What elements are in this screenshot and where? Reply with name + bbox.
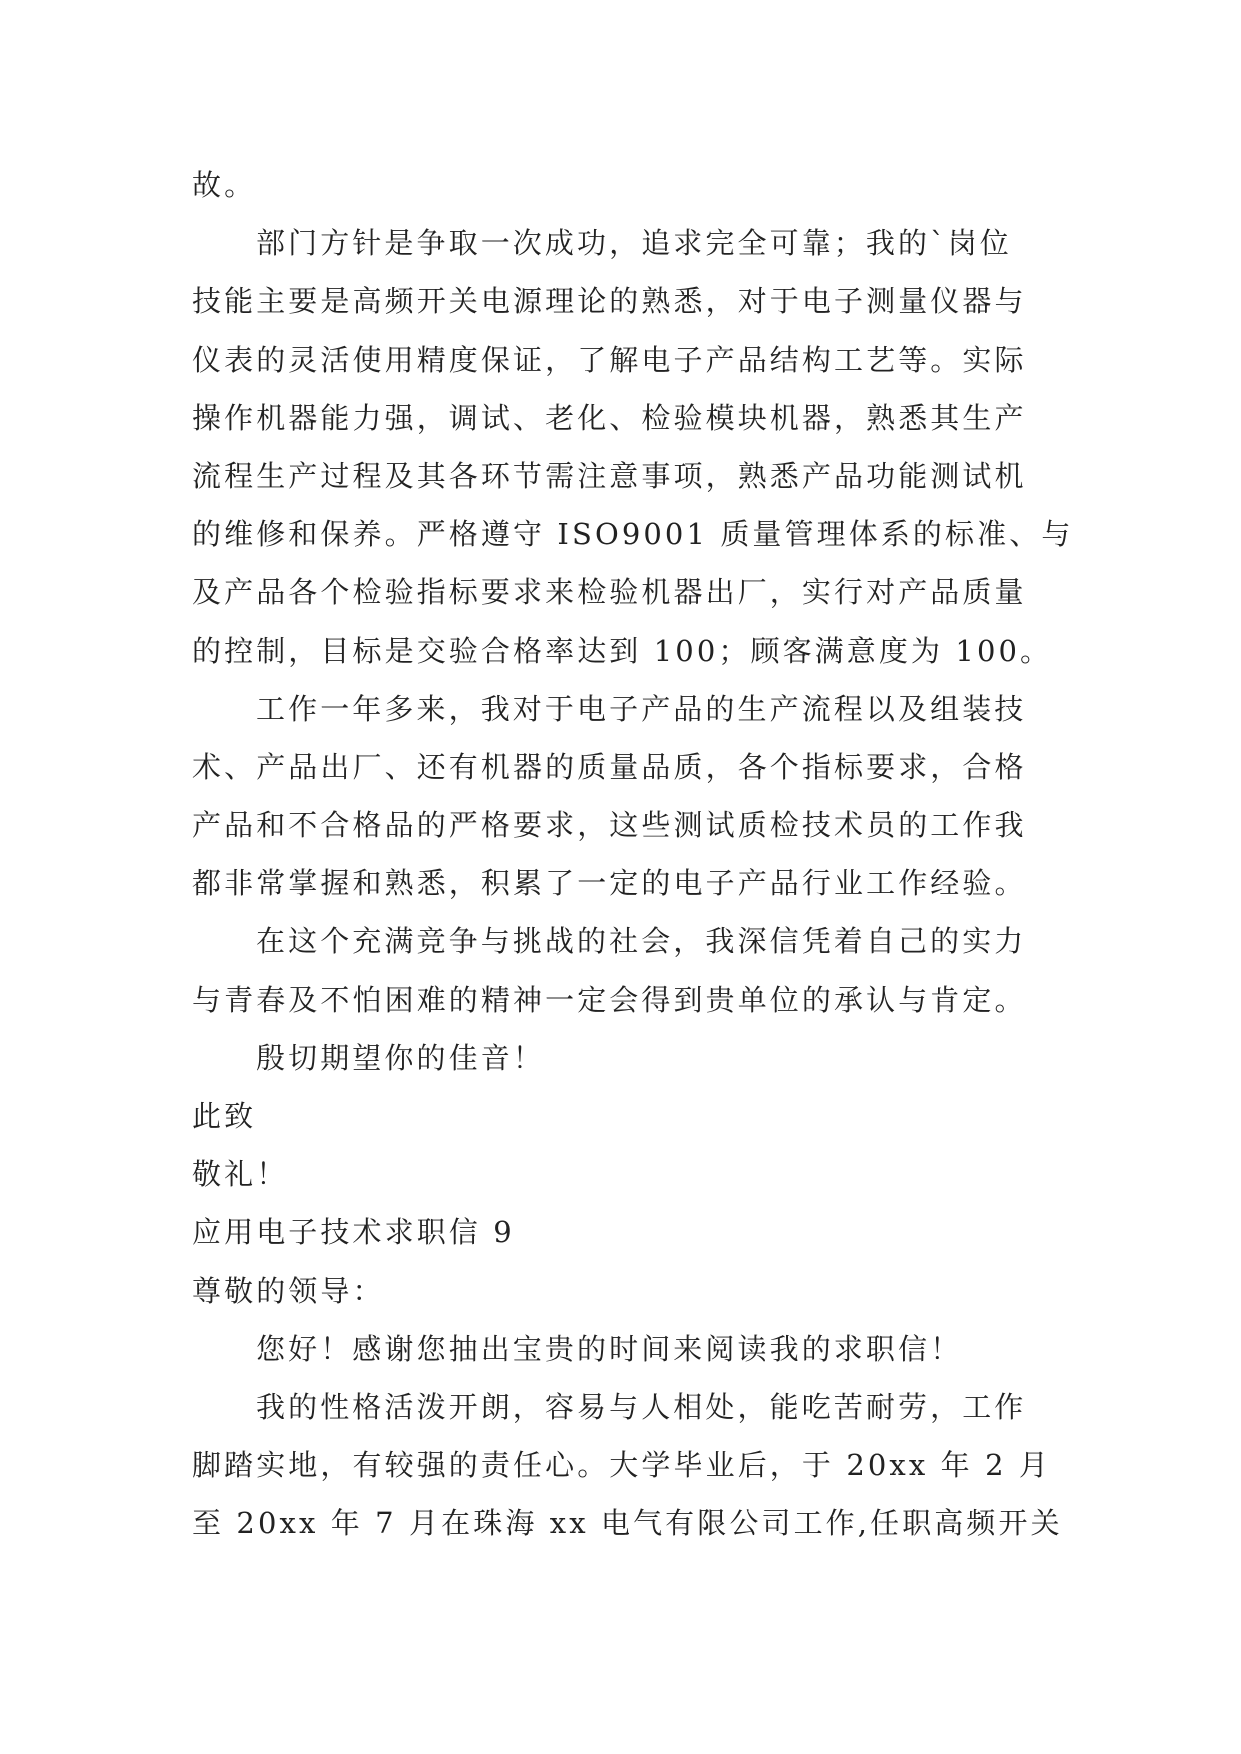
line-9: 的控制，目标是交验合格率达到 100；顾客满意度为 100。 bbox=[192, 633, 1053, 668]
letter-body bbox=[192, 156, 1074, 1553]
section-heading: 应用电子技术求职信 9 bbox=[192, 1215, 515, 1250]
line-1: 故。 bbox=[192, 168, 257, 202]
closing-jingli: 敬礼！ bbox=[192, 1157, 289, 1192]
line-10: 工作一年多来，我对于电子产品的生产流程以及组装技 bbox=[256, 691, 1027, 726]
line-15: 与青春及不怕困难的精神一定会得到贵单位的承认与肯定。 bbox=[192, 982, 1027, 1017]
line-21: 您好！感谢您抽出宝贵的时间来阅读我的求职信！ bbox=[256, 1331, 963, 1366]
line-16: 殷切期望你的佳音！ bbox=[256, 1040, 545, 1075]
line-2: 部门方针是争取一次成功，追求完全可靠；我的`岗位 bbox=[256, 226, 1012, 261]
closing-cizhi: 此致 bbox=[192, 1099, 257, 1133]
line-5: 操作机器能力强，调试、老化、检验模块机器，熟悉其生产 bbox=[192, 400, 1027, 435]
salutation: 尊敬的领导： bbox=[192, 1273, 385, 1308]
line-6: 流程生产过程及其各环节需注意事项，熟悉产品功能测试机 bbox=[192, 458, 1027, 493]
line-3: 技能主要是高频开关电源理论的熟悉，对于电子测量仪器与 bbox=[192, 284, 1027, 319]
line-22: 我的性格活泼开朗，容易与人相处，能吃苦耐劳，工作 bbox=[256, 1389, 1027, 1424]
line-4: 仪表的灵活使用精度保证，了解电子产品结构工艺等。实际 bbox=[192, 342, 1027, 377]
line-23: 脚踏实地，有较强的责任心。大学毕业后，于 20xx 年 2 月 bbox=[192, 1448, 1052, 1483]
line-14: 在这个充满竞争与挑战的社会，我深信凭着自己的实力 bbox=[256, 924, 1027, 959]
line-11: 术、产品出厂、还有机器的质量品质，各个指标要求，合格 bbox=[192, 749, 1027, 784]
line-12: 产品和不合格品的严格要求，这些测试质检技术员的工作我 bbox=[192, 808, 1027, 843]
line-13: 都非常掌握和熟悉，积累了一定的电子产品行业工作经验。 bbox=[192, 866, 1027, 901]
line-8: 及产品各个检验指标要求来检验机器出厂，实行对产品质量 bbox=[192, 575, 1027, 610]
line-24: 至 20xx 年 7 月在珠海 xx 电气有限公司工作,任职高频开关 bbox=[192, 1506, 1063, 1541]
line-7: 的维修和保养。严格遵守 ISO9001 质量管理体系的标准、与 bbox=[192, 517, 1074, 552]
